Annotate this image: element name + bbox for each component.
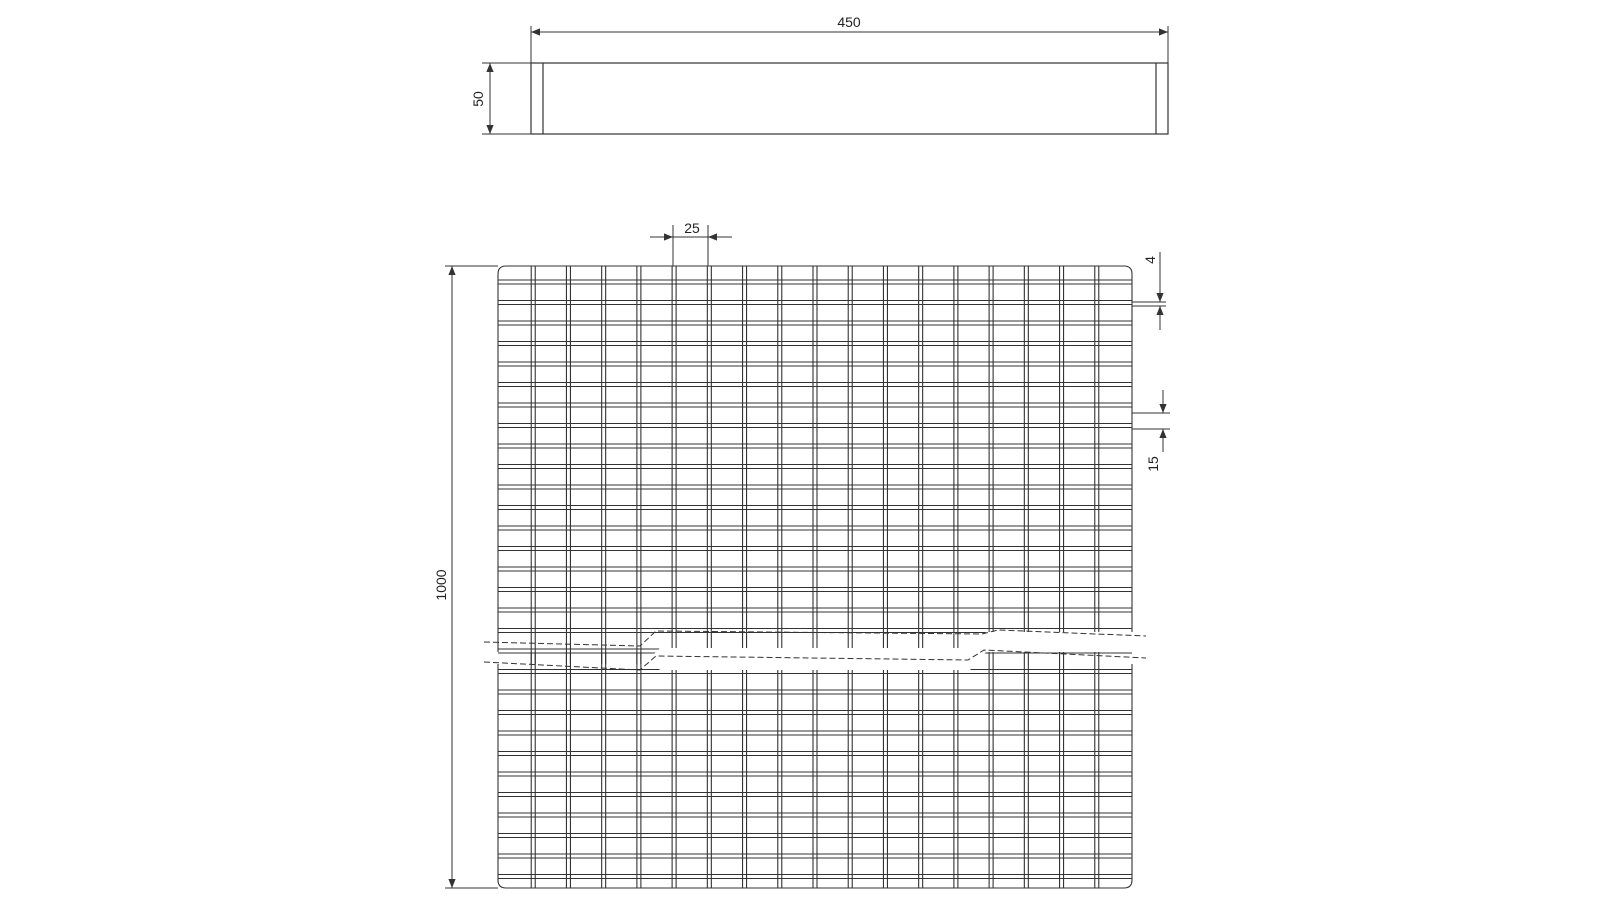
dimension-cell-pitch-label: 25 <box>684 220 700 236</box>
dimension-row-pitch-label: 15 <box>1145 456 1161 472</box>
dimension-top-width-label: 450 <box>837 14 861 30</box>
grating-frame-upper <box>498 266 1132 652</box>
dimension-top-height <box>482 63 531 134</box>
dimension-total-length-label: 1000 <box>433 569 449 601</box>
dimension-top-height-label: 50 <box>470 91 486 107</box>
break-lines <box>484 630 1146 670</box>
grating-plan <box>498 266 1132 888</box>
grating-upper-section <box>498 266 1132 888</box>
dimension-row-pitch <box>1132 390 1170 452</box>
dimension-top-width <box>531 26 1168 63</box>
side-view-outline <box>531 63 1168 134</box>
grating-lower-section <box>498 266 1132 888</box>
side-view <box>531 63 1168 134</box>
dimension-bar-thickness-label: 4 <box>1142 256 1158 264</box>
dimension-total-length <box>445 266 498 888</box>
